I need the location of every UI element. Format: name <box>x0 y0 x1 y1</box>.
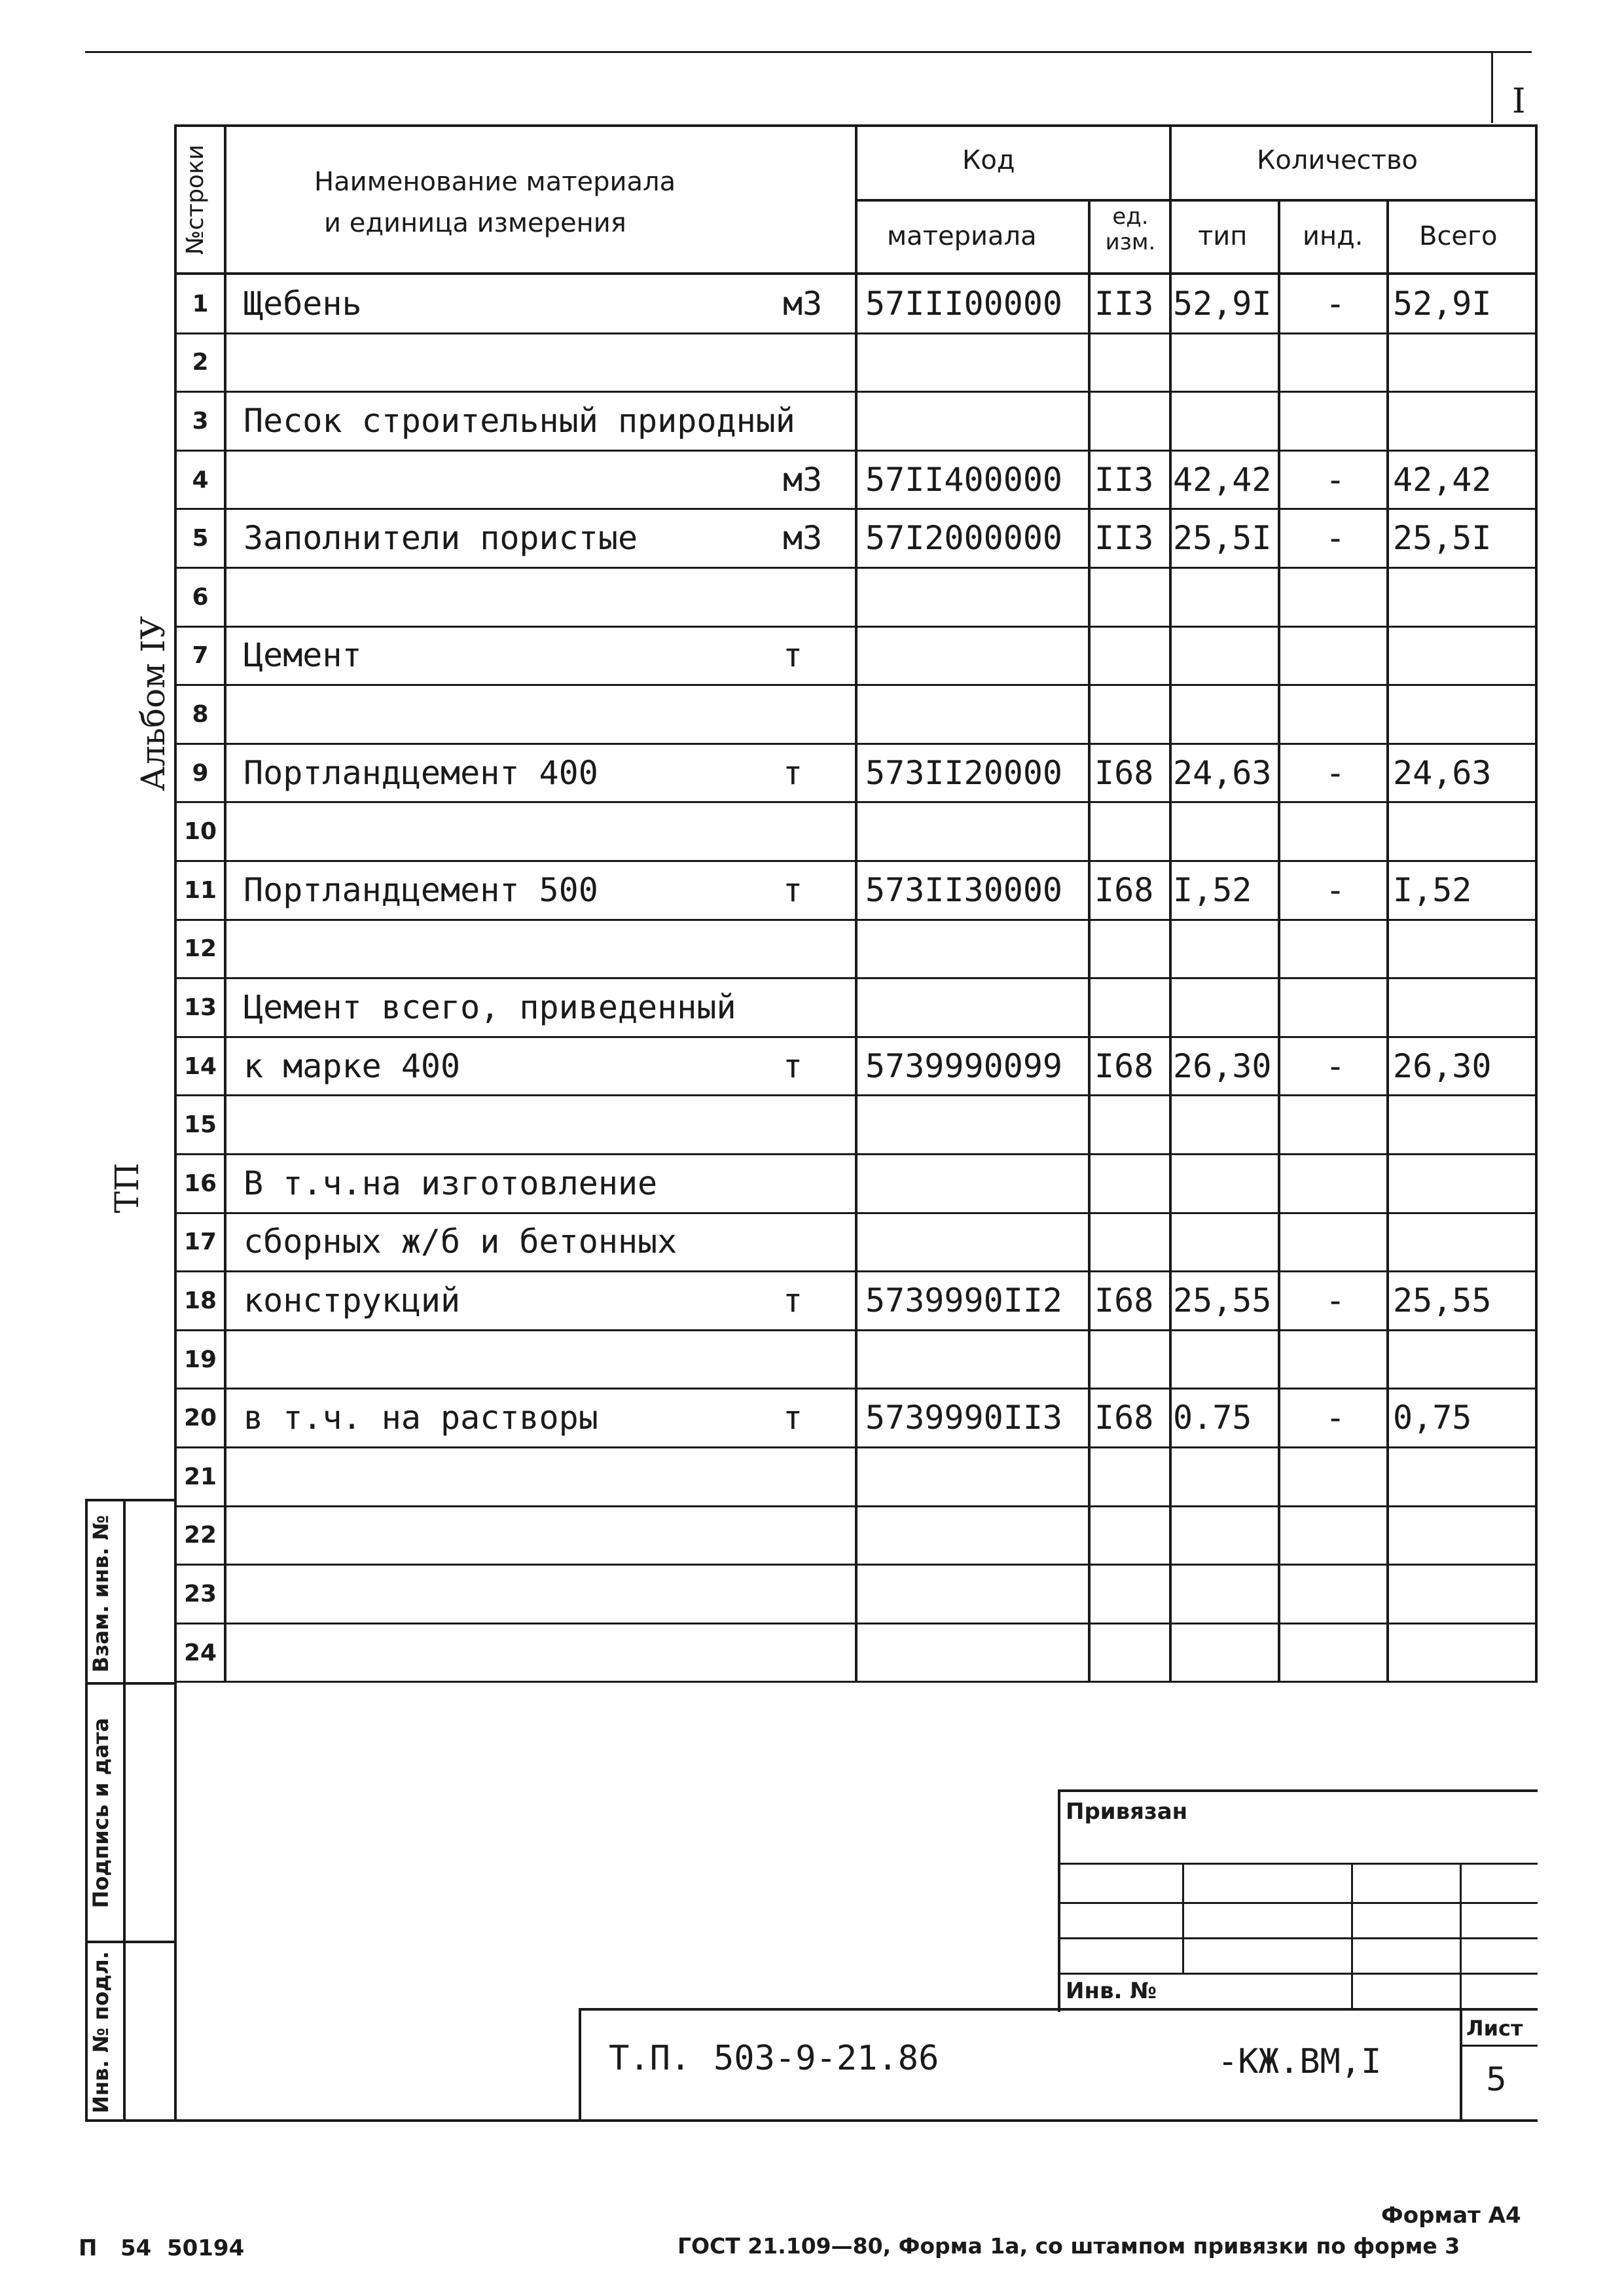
row-number: 5 <box>192 525 209 552</box>
row-qty-type: 24,63 <box>1173 753 1272 792</box>
col-name-border <box>855 124 857 1682</box>
row-separator <box>174 1329 1538 1331</box>
row-name: конструкций <box>244 1282 461 1319</box>
row-code: 5739990II2 <box>865 1282 1063 1319</box>
header-qty-ind: инд. <box>1303 221 1363 251</box>
stamp-tp-label: Т.П. <box>609 2039 691 2078</box>
row-unit-code: I68 <box>1094 1047 1154 1085</box>
row-separator <box>174 1094 1538 1096</box>
header-code: Код <box>962 145 1015 175</box>
row-code: 57III00000 <box>865 284 1063 323</box>
row-separator <box>174 684 1538 686</box>
col-tip-border <box>1278 200 1280 1682</box>
margin-frame-right <box>174 1682 177 2121</box>
row-qty-total: 42,42 <box>1393 460 1492 499</box>
stamp-h2 <box>1058 1902 1538 1904</box>
row-number: 11 <box>183 876 217 904</box>
row-number: 7 <box>192 642 209 670</box>
margin-vzam: Взам. инв. № <box>88 1515 113 1673</box>
margin-album: Альбом IУ <box>134 616 172 791</box>
sheet-box-left <box>1460 2008 1462 2121</box>
row-number: 17 <box>183 1229 217 1256</box>
table-right-border <box>1535 124 1538 1682</box>
row-unit-code: I68 <box>1094 753 1154 792</box>
margin-box-sep2 <box>85 1941 177 1943</box>
stamp-outer-top <box>1058 1789 1538 1792</box>
row-separator <box>174 1446 1538 1448</box>
row-name: Заполнители пористые <box>244 519 638 558</box>
stamp-tp-number: 503-9-21.86 <box>713 2039 939 2078</box>
title-block-top <box>579 2008 1538 2011</box>
row-qty-total: 24,63 <box>1393 753 1492 792</box>
stamp-v1 <box>1182 1863 1184 1973</box>
row-unit: т <box>783 1047 803 1085</box>
row-name: В т.ч.на изготовление <box>244 1164 658 1202</box>
row-code: 5739990II3 <box>865 1399 1063 1437</box>
row-number: 16 <box>183 1170 217 1197</box>
margin-box-top <box>85 1499 177 1501</box>
row-unit: т <box>783 636 803 675</box>
row-qty-ind: - <box>1325 284 1346 323</box>
row-separator <box>174 626 1538 628</box>
row-qty-type: 26,30 <box>1173 1047 1272 1085</box>
row-separator <box>174 450 1538 452</box>
row-qty-total: 26,30 <box>1393 1047 1492 1085</box>
row-separator <box>174 332 1538 334</box>
row-unit: т <box>783 1282 803 1319</box>
row-number: 2 <box>192 349 209 376</box>
row-number: 10 <box>183 818 217 846</box>
margin-box-sep1 <box>85 1682 177 1685</box>
row-number: 9 <box>192 759 209 787</box>
row-unit: м3 <box>783 284 823 323</box>
row-unit-code: II3 <box>1094 284 1154 323</box>
row-qty-total: 25,5I <box>1393 519 1492 558</box>
row-code: 57II400000 <box>865 460 1063 499</box>
row-separator <box>174 1388 1538 1390</box>
row-separator <box>174 1681 1538 1683</box>
row-number: 8 <box>192 701 209 728</box>
row-unit: т <box>783 753 803 792</box>
margin-box-left <box>85 1499 88 2121</box>
stamp-inv-no: Инв. № <box>1066 1978 1157 2004</box>
row-number: 13 <box>183 994 217 1021</box>
row-separator <box>174 860 1538 862</box>
title-block-left <box>579 2008 581 2121</box>
row-qty-total: 52,9I <box>1393 284 1492 323</box>
row-name: к марке 400 <box>244 1047 461 1085</box>
row-separator <box>174 1153 1538 1155</box>
row-separator <box>174 1036 1538 1038</box>
stamp-v2 <box>1351 1863 1353 2011</box>
row-qty-type: I,52 <box>1173 870 1252 909</box>
row-qty-type: 25,55 <box>1173 1282 1272 1319</box>
row-qty-ind: - <box>1325 753 1346 792</box>
stamp-privyazan: Привязан <box>1066 1799 1188 1825</box>
sheet-box-mid <box>1460 2045 1538 2047</box>
header-code-material: материала <box>887 221 1037 251</box>
row-name: Цемент всего, приведенный <box>244 988 736 1026</box>
col-ind-border <box>1386 200 1389 1682</box>
header-name-line2: и единица измерения <box>324 208 626 238</box>
footer-left: П 54 50194 <box>79 2235 245 2261</box>
stamp-sheet-number: 5 <box>1486 2060 1507 2098</box>
row-separator <box>174 1505 1538 1507</box>
header-top-line <box>174 124 1538 127</box>
row-unit-code: I68 <box>1094 1399 1154 1437</box>
row-number: 21 <box>183 1463 217 1490</box>
footer-format: Формат А4 <box>1381 2202 1521 2229</box>
row-qty-ind: - <box>1325 519 1346 558</box>
header-unit-code: ед. изм. <box>1105 204 1156 256</box>
row-separator <box>174 977 1538 979</box>
stamp-v3 <box>1460 1863 1462 2011</box>
margin-podpis: Подпись и дата <box>88 1717 113 1909</box>
row-separator <box>174 743 1538 745</box>
row-separator <box>174 801 1538 803</box>
row-number: 19 <box>183 1346 217 1373</box>
header-bottom-line <box>174 272 1538 275</box>
row-separator <box>174 1212 1538 1214</box>
stamp-sheet-label: Лист <box>1466 2016 1523 2041</box>
row-name: Портландцемент 400 <box>244 753 598 792</box>
row-qty-type: 42,42 <box>1173 460 1272 499</box>
row-qty-ind: - <box>1325 870 1346 909</box>
top-rule <box>85 51 1532 53</box>
header-name-line1: Наименование материала <box>314 167 676 197</box>
col-code-border <box>1088 200 1091 1682</box>
footer-right: ГОСТ 21.109—80, Форма 1а, со штампом привязки по форме 3 <box>677 2233 1460 2259</box>
margin-tp: ТП <box>108 1162 146 1213</box>
stamp-doc-code: -КЖ.ВМ,I <box>1218 2042 1382 2081</box>
margin-box-bottom <box>85 2119 1538 2122</box>
header-qty-type: тип <box>1198 221 1248 251</box>
row-unit: м3 <box>783 460 823 499</box>
row-unit-code: II3 <box>1094 460 1154 499</box>
row-name: Песок строительный природный <box>244 402 795 440</box>
row-qty-ind: - <box>1325 1399 1346 1437</box>
header-qty-total: Всего <box>1419 221 1498 251</box>
row-name: в т.ч. на растворы <box>244 1399 598 1437</box>
row-code: 573II30000 <box>865 870 1063 909</box>
row-number: 15 <box>183 1111 217 1139</box>
row-unit: т <box>783 870 803 909</box>
row-name: Портландцемент 500 <box>244 870 598 909</box>
row-number: 22 <box>183 1522 217 1549</box>
row-qty-type: 52,9I <box>1173 284 1272 323</box>
row-separator <box>174 567 1538 569</box>
row-separator <box>174 508 1538 510</box>
row-number: 20 <box>183 1405 217 1432</box>
row-number: 23 <box>183 1581 217 1607</box>
row-unit-code: II3 <box>1094 519 1154 558</box>
row-qty-total: 25,55 <box>1393 1282 1492 1319</box>
row-separator <box>174 919 1538 921</box>
header-row-no: №строки <box>182 144 209 255</box>
row-name: Цемент <box>244 636 362 675</box>
row-number: 14 <box>183 1052 217 1080</box>
header-quantity: Количество <box>1257 145 1418 175</box>
row-separator <box>174 1623 1538 1624</box>
row-qty-ind: - <box>1325 460 1346 499</box>
row-qty-type: 0.75 <box>1173 1399 1252 1437</box>
row-number: 3 <box>192 408 209 435</box>
row-qty-ind: - <box>1325 1282 1346 1319</box>
top-right-tick <box>1491 51 1493 123</box>
row-number: 1 <box>192 290 209 317</box>
row-code: 57I2000000 <box>865 519 1063 558</box>
col-unit-border <box>1169 124 1172 1682</box>
row-unit-code: I68 <box>1094 1282 1154 1319</box>
stamp-h1 <box>1058 1863 1538 1865</box>
row-separator <box>174 391 1538 393</box>
row-number: 24 <box>183 1639 217 1666</box>
row-separator <box>174 1564 1538 1566</box>
row-name: сборных ж/б и бетонных <box>244 1223 677 1261</box>
stamp-h4 <box>1058 1973 1538 1975</box>
row-code: 5739990099 <box>865 1047 1063 1085</box>
row-qty-type: 25,5I <box>1173 519 1272 558</box>
row-unit-code: I68 <box>1094 870 1154 909</box>
row-name: Щебень <box>244 284 362 323</box>
row-qty-total: I,52 <box>1393 870 1472 909</box>
row-separator <box>174 1270 1538 1272</box>
row-code: 573II20000 <box>865 753 1063 792</box>
row-qty-ind: - <box>1325 1047 1346 1085</box>
stamp-h3 <box>1058 1937 1538 1939</box>
row-number: 4 <box>192 466 209 493</box>
row-number: 6 <box>192 583 209 611</box>
row-unit: м3 <box>783 519 823 558</box>
page-number-top: I <box>1512 82 1526 121</box>
row-qty-total: 0,75 <box>1393 1399 1472 1437</box>
stamp-outer-left <box>1058 1789 1060 2012</box>
margin-box-mid <box>123 1499 126 2121</box>
row-number: 18 <box>183 1287 217 1314</box>
header-mid-line <box>855 199 1538 202</box>
row-number: 12 <box>183 935 217 963</box>
row-unit: т <box>783 1399 803 1437</box>
margin-inv-podl: Инв. № подл. <box>88 1951 113 2113</box>
